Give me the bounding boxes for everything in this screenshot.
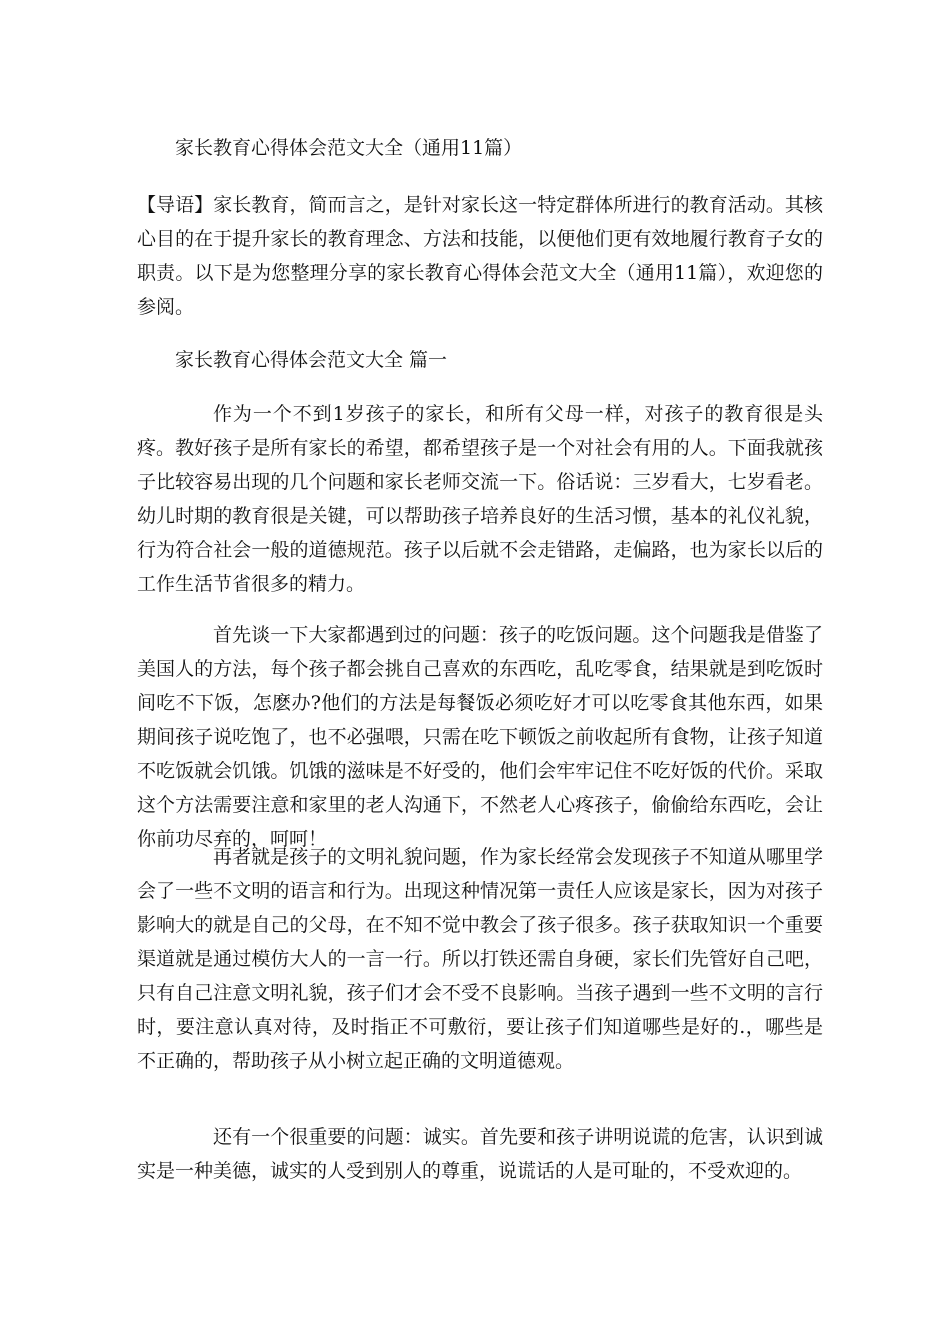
body-paragraph: 首先谈一下大家都遇到过的问题：孩子的吃饭问题。这个问题我是借鉴了美国人的方法，每个孩子都会挑自己喜欢的东西吃，乱吃零食，结果就是到吃饭时间吃不下饭，怎麽办?他们的方法是每餐饭必须吃好才可以吃零食其他东西，如果期间孩子说吃饱了，也不必强喂，只需在吃下顿饭之前收起所有食物，让孩子知道不吃饭就会饥饿。饥饿的滋味是不好受的，他们会牢牢记住不吃好饭的代价。采取这个方法需要注意和家里的老人沟通下，不然老人心疼孩子，偷偷给东西吃，会让你前功尽弃的，呵呵！ [137,624,823,850]
document-title: 家长教育心得体会范文大全（通用11篇） [175,137,523,159]
body-paragraph: 还有一个很重要的问题：诚实。首先要和孩子讲明说谎的危害，认识到诚实是一种美德，诚实的人受到别人的尊重，说谎话的人是可耻的，不受欢迎的。 [137,1126,823,1182]
section-title: 家长教育心得体会范文大全 篇一 [175,349,448,371]
intro-paragraph: 【导语】家长教育，简而言之，是针对家长这一特定群体所进行的教育活动。其核心目的在于提升家长的教育理念、方法和技能，以便他们更有效地履行教育子女的职责。以下是为您整理分享的家长教育心得体会范文大全（通用11篇），欢迎您的参阅。 [137,194,823,318]
body-paragraph: 作为一个不到1岁孩子的家长，和所有父母一样，对孩子的教育很是头疼。教好孩子是所有家长的希望，都希望孩子是一个对社会有用的人。下面我就孩子比较容易出现的几个问题和家长老师交流一下。俗话说：三岁看大，七岁看老。幼儿时期的教育很是关键，可以帮助孩子培养良好的生活习惯，基本的礼仪礼貌，行为符合社会一般的道德规范。孩子以后就不会走错路，走偏路，也为家长以后的工作生活节省很多的精力。 [137,403,823,595]
body-paragraph: 再者就是孩子的文明礼貌问题，作为家长经常会发现孩子不知道从哪里学会了一些不文明的语言和行为。出现这种情况第一责任人应该是家长，因为对孩子影响大的就是自己的父母，在不知不觉中教会了孩子很多。孩子获取知识一个重要渠道就是通过模仿大人的一言一行。所以打铁还需自身硬，家长们先管好自己吧，只有自己注意文明礼貌，孩子们才会不受不良影响。当孩子遇到一些不文明的言行时，要注意认真对待，及时指正不可敷衍，要让孩子们知道哪些是好的.，哪些是不正确的，帮助孩子从小树立起正确的文明道德观。 [137,846,823,1072]
